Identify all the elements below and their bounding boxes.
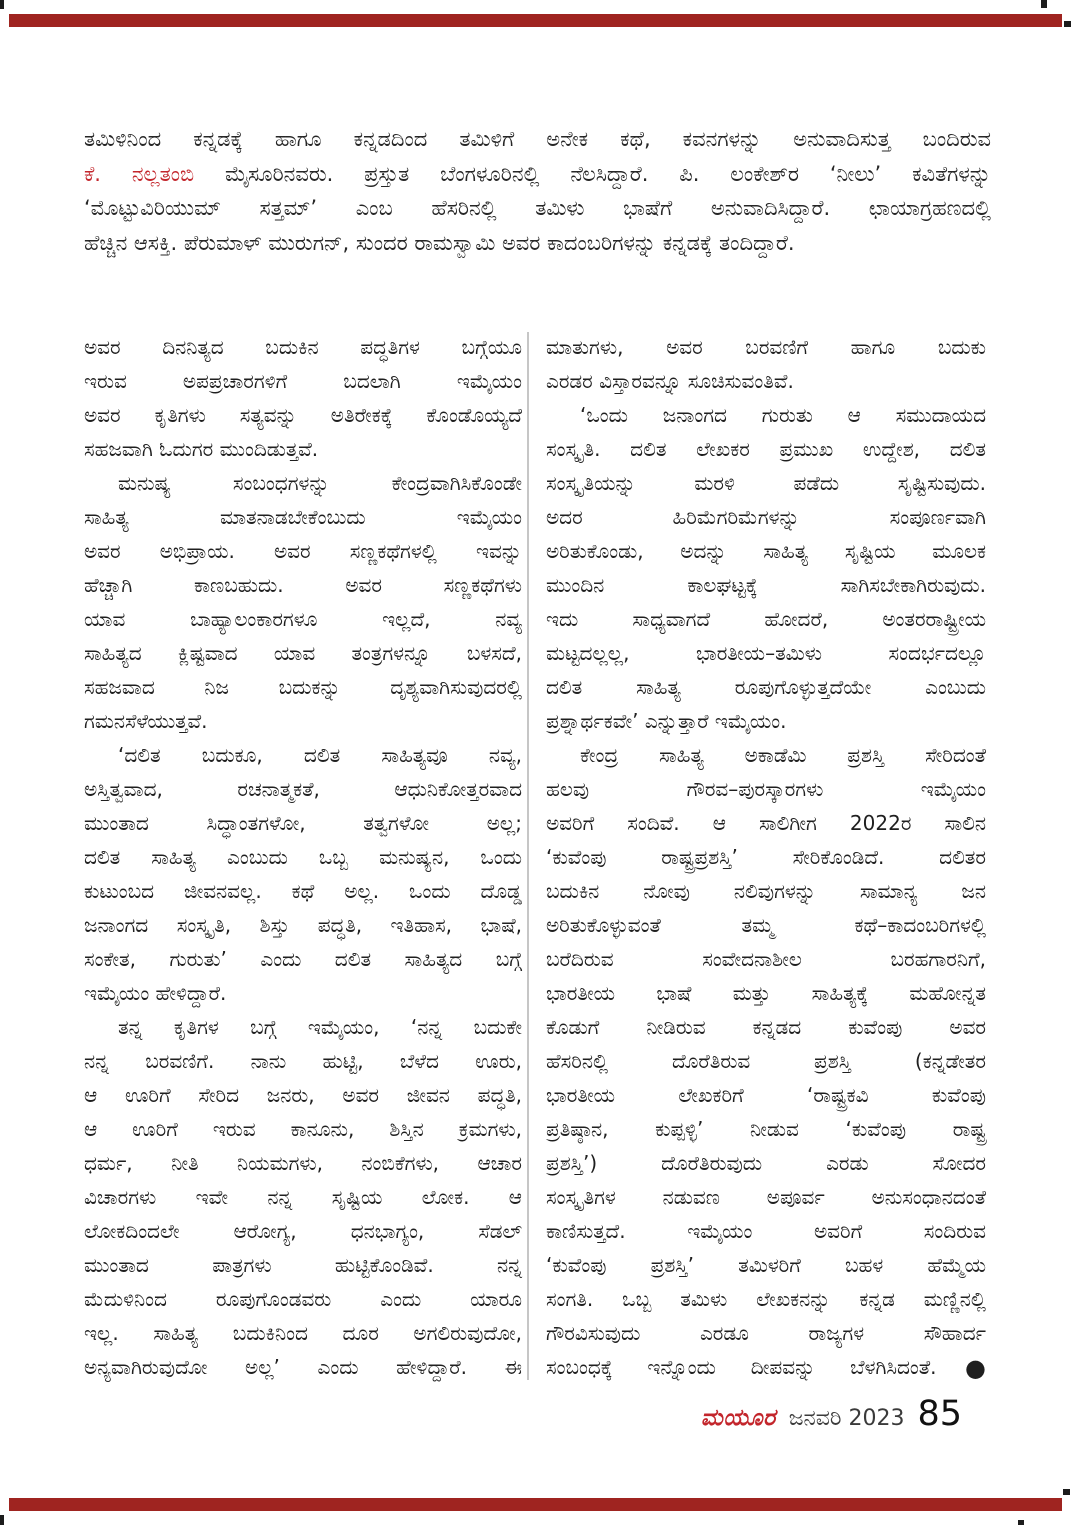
- text-line: [546, 976, 986, 1010]
- line-text: ಪ್ರಶ್ನಾರ್ಥಕವೇ’ ಎನ್ನುತ್ತಾರೆ ಇಮೈಯಂ.: [546, 709, 787, 733]
- text-line: [546, 806, 986, 840]
- line-text: ಮಾತುಗಳು, ಅವರ ಬರವಣಿಗೆ ಹಾಗೂ ಬದುಕು: [546, 335, 986, 359]
- line-text: ಸಹಜವಾದ ನಿಜ ಬದುಕನ್ನು ದೃಶ್ಯವಾಗಿಸುವುದರಲ್ಲಿ: [84, 675, 522, 699]
- text-line: [546, 1044, 986, 1078]
- line-text: ಮುಂತಾದ ಸಿದ್ಧಾಂತಗಳೋ, ತತ್ವಗಳೋ ಅಲ್ಲ;: [84, 811, 522, 835]
- intro-line: [84, 191, 991, 226]
- line-text: ತನ್ನ ಕೃತಿಗಳ ಬಗ್ಗೆ ಇಮೈಯಂ, ‘ನನ್ನ ಬದುಕೇ: [118, 1015, 522, 1039]
- intro-line: [84, 122, 991, 157]
- text-line: [546, 1214, 986, 1248]
- line-text: ಸಂಸ್ಕೃತಿಯನ್ನು ಮರಳಿ ಪಡೆದು ಸೃಷ್ಟಿಸುವುದು.: [546, 471, 986, 495]
- text-line: [84, 1010, 522, 1044]
- text-line: [84, 636, 522, 670]
- registration-mark: [1063, 1489, 1070, 1495]
- line-text: ಲೋಕದಿಂದಲೇ ಆರೋಗ್ಯ, ಧನಭಾಗ್ಯಂ, ಸೆಡಲ್: [84, 1219, 522, 1243]
- text-line: [84, 1180, 522, 1214]
- text-line: [84, 704, 522, 738]
- text-line: [546, 908, 986, 942]
- line-text: ಮೆದುಳಿನಿಂದ ರೂಪುಗೊಂಡವರು ಎಂದು ಯಾರೂ: [84, 1287, 522, 1311]
- text-line: [84, 976, 522, 1010]
- text-line: [546, 942, 986, 976]
- text-line: [546, 602, 986, 636]
- line-text: ಹೆಚ್ಚಾಗಿ ಕಾಣಬಹುದು. ಅವರ ಸಣ್ಣಕಥೆಗಳು: [84, 573, 522, 597]
- text-line: [84, 330, 522, 364]
- text-line: [546, 330, 986, 364]
- text-line: [546, 1248, 986, 1282]
- text-line: [84, 670, 522, 704]
- text-line: [84, 1350, 522, 1384]
- line-text: ಸಂಬಂಧಕ್ಕೆ ಇನ್ನೊಂದು ದೀಪವನ್ನು ಬೆಳಗಿಸಿದಂತೆ.: [546, 1355, 937, 1379]
- line-text: ಅವರಿಗೆ ಸಂದಿವೆ. ಆ ಸಾಲಿಗೀಗ 2022ರ ಸಾಲಿನ: [546, 811, 986, 835]
- intro-line: [84, 226, 991, 261]
- text-line: [546, 1180, 986, 1214]
- line-text: ಸಂಕೇತ, ಗುರುತು’ ಎಂದು ದಲಿತ ಸಾಹಿತ್ಯದ ಬಗ್ಗೆ: [84, 947, 522, 971]
- right-column: [546, 330, 986, 1384]
- line-text: ಇರುವ ಅಪಪ್ರಚಾರಗಳಿಗೆ ಬದಲಾಗಿ ಇಮೈಯಂ: [84, 369, 522, 393]
- text-line: [546, 772, 986, 806]
- intro-text: ಹೆಚ್ಚಿನ ಆಸಕ್ತಿ. ಪೆರುಮಾಳ್ ಮುರುಗನ್, ಸುಂದರ ರಾಮಸ್ವಾಮಿ ಅವರ ಕಾದಂಬರಿಗಳನ್ನು ಕನ್ನಡಕ್ಕೆ ತಂದಿದ್ದಾರೆ.: [84, 230, 795, 255]
- intro-paragraph: [84, 122, 991, 260]
- article-end-bullet: ●: [936, 1354, 986, 1382]
- intro-text: ತಮಿಳಿನಿಂದ ಕನ್ನಡಕ್ಕೆ ಹಾಗೂ ಕನ್ನಡದಿಂದ ತಮಿಳಿಗೆ ಅನೇಕ ಕಥೆ, ಕವನಗಳನ್ನು ಅನುವಾದಿಸುತ್ತ ಬಂದಿರುವ: [84, 127, 991, 151]
- text-line: [84, 806, 522, 840]
- line-text: ಕೊಡುಗೆ ನೀಡಿರುವ ಕನ್ನಡದ ಕುವೆಂಪು ಅವರ: [546, 1015, 986, 1039]
- line-text: ಪ್ರತಿಷ್ಠಾನ, ಕುಪ್ಪಳ್ಳಿ’ ನೀಡುವ ‘ಕುವೆಂಪು ರಾಷ್ಟ್ರ: [546, 1117, 986, 1141]
- line-text: ಇದು ಸಾಧ್ಯವಾಗದೆ ಹೋದರೆ, ಅಂತರರಾಷ್ಟ್ರೀಯ: [546, 607, 986, 631]
- registration-mark: [1041, 0, 1047, 8]
- line-text: ಅರಿತುಕೊಂಡು, ಅದನ್ನು ಸಾಹಿತ್ಯ ಸೃಷ್ಟಿಯ ಮೂಲಕ: [546, 539, 986, 563]
- text-line: [84, 1146, 522, 1180]
- text-line: [546, 500, 986, 534]
- column-divider: [527, 332, 529, 1380]
- text-line: [546, 534, 986, 568]
- registration-mark: [1064, 21, 1071, 27]
- line-text: ಧರ್ಮ, ನೀತಿ ನಿಯಮಗಳು, ನಂಬಿಕೆಗಳು, ಆಚಾರ: [84, 1151, 522, 1175]
- line-text: ಕೇಂದ್ರ ಸಾಹಿತ್ಯ ಅಕಾಡೆಮಿ ಪ್ರಶಸ್ತಿ ಸೇರಿದಂತೆ: [580, 743, 986, 767]
- line-text: ಸಂಸ್ಕೃತಿಗಳ ನಡುವಣ ಅಪೂರ್ವ ಅನುಸಂಧಾನದಂತೆ: [546, 1185, 986, 1209]
- text-line: [546, 1282, 986, 1316]
- text-line: [546, 1146, 986, 1180]
- text-line: [546, 568, 986, 602]
- text-line: [84, 942, 522, 976]
- text-line: [546, 840, 986, 874]
- page-footer: [640, 1394, 962, 1434]
- text-line: [546, 1112, 986, 1146]
- line-text: ಕುಟುಂಬದ ಜೀವನವಲ್ಲ. ಕಥೆ ಅಲ್ಲ. ಒಂದು ದೊಡ್ಡ: [84, 879, 522, 903]
- line-text: ಪ್ರಶಸ್ತಿ’) ದೊರೆತಿರುವುದು ಎರಡು ಸೋದರ: [546, 1151, 986, 1175]
- line-text: ಅವರ ಕೃತಿಗಳು ಸತ್ಯವನ್ನು ಅತಿರೇಕಕ್ಕೆ ಕೊಂಡೊಯ್ಯದೆ: [84, 403, 522, 427]
- line-text: ಮಟ್ಟದಲ್ಲಲ್ಲ, ಭಾರತೀಯ–ತಮಿಳು ಸಂದರ್ಭದಲ್ಲೂ: [546, 641, 986, 665]
- left-column: [84, 330, 522, 1384]
- issue-date: ಜನವರಿ 2023: [788, 1406, 905, 1431]
- line-text: ಅಸ್ತಿತ್ವವಾದ, ರಚನಾತ್ಮಕತೆ, ಆಧುನಿಕೋತ್ತರವಾದ: [84, 777, 522, 801]
- line-text: ಅವರ ದಿನನಿತ್ಯದ ಬದುಕಿನ ಪದ್ಧತಿಗಳ ಬಗ್ಗೆಯೂ: [84, 335, 522, 359]
- line-text: ದಲಿತ ಸಾಹಿತ್ಯ ಎಂಬುದು ಒಬ್ಬ ಮನುಷ್ಯನ, ಒಂದು: [84, 845, 522, 869]
- text-line: [84, 1282, 522, 1316]
- line-text: ‘ದಲಿತ ಬದುಕೂ, ದಲಿತ ಸಾಹಿತ್ಯವೂ ನವ್ಯ,: [118, 743, 522, 767]
- text-line: [546, 670, 986, 704]
- text-line: [84, 602, 522, 636]
- line-text: ಆ ಊರಿಗೆ ಇರುವ ಕಾನೂನು, ಶಿಸ್ತಿನ ಕ್ರಮಗಳು,: [84, 1117, 522, 1141]
- line-text: ಭಾರತೀಯ ಭಾಷೆ ಮತ್ತು ಸಾಹಿತ್ಯಕ್ಕೆ ಮಹೋನ್ನತ: [546, 981, 986, 1005]
- line-text: ಸಾಹಿತ್ಯದ ಕ್ಲಿಷ್ಟವಾದ ಯಾವ ತಂತ್ರಗಳನ್ನೂ ಬಳಸದೆ,: [84, 641, 522, 665]
- registration-mark: [0, 0, 4, 9]
- line-text: ಸಂಸ್ಕೃತಿ. ದಲಿತ ಲೇಖಕರ ಪ್ರಮುಖ ಉದ್ದೇಶ, ದಲಿತ: [546, 437, 986, 461]
- text-line: [546, 704, 986, 738]
- text-line: [84, 1248, 522, 1282]
- line-text: ಹೆಸರಿನಲ್ಲಿ ದೊರೆತಿರುವ ಪ್ರಶಸ್ತಿ (ಕನ್ನಡೇತರ: [546, 1049, 986, 1073]
- intro-line: [84, 157, 991, 192]
- line-text: ಸಾಹಿತ್ಯ ಮಾತನಾಡಬೇಕೆಂಬುದು ಇಮೈಯಂ: [84, 505, 522, 529]
- intro-text: ಮೈಸೂರಿನವರು. ಪ್ರಸ್ತುತ ಬೆಂಗಳೂರಿನಲ್ಲಿ ನೆಲಸಿದ್ದಾರೆ. ಪಿ. ಲಂಕೇಶ್‌ರ ‘ನೀಲು’ ಕವಿತೆಗಳನ್ನು: [194, 161, 991, 186]
- line-text: ಅವರ ಅಭಿಪ್ರಾಯ. ಅವರ ಸಣ್ಣಕಥೆಗಳಲ್ಲಿ ಇವನ್ನು: [84, 539, 522, 563]
- text-line: [84, 364, 522, 398]
- text-line: [84, 1316, 522, 1350]
- text-line: [546, 466, 986, 500]
- line-text: ಬರೆದಿರುವ ಸಂವೇದನಾಶೀಲ ಬರಹಗಾರನಿಗೆ,: [546, 947, 986, 971]
- text-line: [84, 568, 522, 602]
- text-line: [546, 1010, 986, 1044]
- text-line: [84, 874, 522, 908]
- line-text: ವಿಚಾರಗಳು ಇವೇ ನನ್ನ ಸೃಷ್ಟಿಯ ಲೋಕ. ಆ: [84, 1185, 522, 1209]
- line-text: ಯಾವ ಬಾಹ್ಯಾಲಂಕಾರಗಳೂ ಇಲ್ಲದೆ, ನವ್ಯ: [84, 607, 522, 631]
- text-line: [84, 772, 522, 806]
- page-number: 85: [917, 1394, 962, 1434]
- text-line: [546, 1316, 986, 1350]
- text-line: [84, 908, 522, 942]
- text-line: [84, 534, 522, 568]
- line-text: ಗಮನಸೆಳೆಯುತ್ತವೆ.: [84, 709, 208, 733]
- text-line: [546, 1350, 986, 1384]
- line-text: ಅರಿತುಕೊಳ್ಳುವಂತೆ ತಮ್ಮ ಕಥೆ–ಕಾದಂಬರಿಗಳಲ್ಲಿ: [546, 913, 986, 937]
- line-text: ಹಲವು ಗೌರವ–ಪುರಸ್ಕಾರಗಳು ಇಮೈಯಂ: [546, 777, 986, 801]
- author-name-highlight: ಕೆ. ನಲ್ಲತಂಬಿ: [84, 161, 195, 186]
- line-text: ಬದುಕಿನ ನೋವು ನಲಿವುಗಳನ್ನು ಸಾಮಾನ್ಯ ಜನ: [546, 879, 986, 903]
- text-line: [546, 1078, 986, 1112]
- line-text: ಮನುಷ್ಯ ಸಂಬಂಧಗಳನ್ನು ಕೇಂದ್ರವಾಗಿಸಿಕೊಂಡೇ: [118, 471, 522, 495]
- text-line: [84, 1112, 522, 1146]
- line-text: ಎರಡರ ವಿಸ್ತಾರವನ್ನೂ ಸೂಚಿಸುವಂತಿವೆ.: [546, 369, 794, 393]
- text-line: [84, 432, 522, 466]
- line-text: ಸಹಜವಾಗಿ ಓದುಗರ ಮುಂದಿಡುತ್ತವೆ.: [84, 437, 319, 461]
- text-line: [84, 1044, 522, 1078]
- line-text: ಇಲ್ಲ. ಸಾಹಿತ್ಯ ಬದುಕಿನಿಂದ ದೂರ ಅಗಲಿರುವುದೋ,: [84, 1321, 522, 1345]
- text-line: [546, 364, 986, 398]
- line-text: ನನ್ನ ಬರವಣಿಗೆ. ನಾನು ಹುಟ್ಟಿ, ಬೆಳೆದ ಊರು,: [84, 1049, 522, 1073]
- bottom-red-rule: [9, 1498, 1062, 1511]
- line-text: ‘ಒಂದು ಜನಾಂಗದ ಗುರುತು ಆ ಸಮುದಾಯದ: [580, 403, 986, 427]
- text-line: [546, 636, 986, 670]
- text-line: [84, 840, 522, 874]
- line-text: ಗೌರವಿಸುವುದು ಎರಡೂ ರಾಜ್ಯಗಳ ಸೌಹಾರ್ದ: [546, 1321, 986, 1345]
- registration-mark: [0, 1515, 4, 1525]
- top-red-rule: [9, 14, 1062, 27]
- text-line: [84, 1078, 522, 1112]
- line-text: ‘ಕುವೆಂಪು ಪ್ರಶಸ್ತಿ’ ತಮಿಳರಿಗೆ ಬಹಳ ಹೆಮ್ಮೆಯ: [546, 1253, 986, 1277]
- text-line: [84, 738, 522, 772]
- line-text: ಸಂಗತಿ. ಒಬ್ಬ ತಮಿಳು ಲೇಖಕನನ್ನು ಕನ್ನಡ ಮಣ್ಣಿನಲ್ಲಿ: [546, 1287, 986, 1311]
- text-line: [84, 1214, 522, 1248]
- text-line: [546, 738, 986, 772]
- text-line: [84, 466, 522, 500]
- magazine-logo: ಮಯೂರ: [700, 1405, 776, 1431]
- line-text: ಕಾಣಿಸುತ್ತದೆ. ಇಮೈಯಂ ಅವರಿಗೆ ಸಂದಿರುವ: [546, 1219, 986, 1243]
- text-line: [546, 432, 986, 466]
- line-text: ಜನಾಂಗದ ಸಂಸ್ಕೃತಿ, ಶಿಸ್ತು ಪದ್ಧತಿ, ಇತಿಹಾಸ, ಭಾಷೆ,: [84, 913, 522, 937]
- text-line: [546, 398, 986, 432]
- intro-text: ‘ಮೊಟ್ಟುವಿರಿಯುಮ್ ಸತ್ತಮ್’ ಎಂಬ ಹೆಸರಿನಲ್ಲಿ ತಮಿಳು ಭಾಷೆಗೆ ಅನುವಾದಿಸಿದ್ದಾರೆ. ಛಾಯಾಗ್ರಹಣದಲ್ಲಿ: [84, 196, 991, 220]
- line-text: ಇಮೈಯಂ ಹೇಳಿದ್ದಾರೆ.: [84, 981, 227, 1005]
- line-text: ದಲಿತ ಸಾಹಿತ್ಯ ರೂಪುಗೊಳ್ಳುತ್ತದೆಯೇ ಎಂಬುದು: [546, 675, 986, 699]
- line-text: ಮುಂದಿನ ಕಾಲಘಟ್ಟಕ್ಕೆ ಸಾಗಿಸಬೇಕಾಗಿರುವುದು.: [546, 573, 986, 597]
- line-text: ಭಾರತೀಯ ಲೇಖಕರಿಗೆ ‘ರಾಷ್ಟ್ರಕವಿ ಕುವೆಂಪು: [546, 1083, 986, 1107]
- line-text: ಅನ್ಯವಾಗಿರುವುದೋ ಅಲ್ಲ’ ಎಂದು ಹೇಳಿದ್ದಾರೆ. ಈ: [84, 1355, 522, 1379]
- line-text: ಆ ಊರಿಗೆ ಸೇರಿದ ಜನರು, ಅವರ ಜೀವನ ಪದ್ಧತಿ,: [84, 1083, 522, 1107]
- text-line: [546, 874, 986, 908]
- registration-mark: [1018, 1520, 1024, 1525]
- line-text: ಮುಂತಾದ ಪಾತ್ರಗಳು ಹುಟ್ಟಿಕೊಂಡಿವೆ. ನನ್ನ: [84, 1253, 522, 1277]
- text-line: [84, 398, 522, 432]
- line-text: ಅದರ ಹಿರಿಮೆಗರಿಮೆಗಳನ್ನು ಸಂಪೂರ್ಣವಾಗಿ: [546, 505, 986, 529]
- text-line: [84, 500, 522, 534]
- line-text: ‘ಕುವೆಂಪು ರಾಷ್ಟ್ರಪ್ರಶಸ್ತಿ’ ಸೇರಿಕೊಂಡಿದೆ. ದಲಿತರ: [546, 845, 986, 869]
